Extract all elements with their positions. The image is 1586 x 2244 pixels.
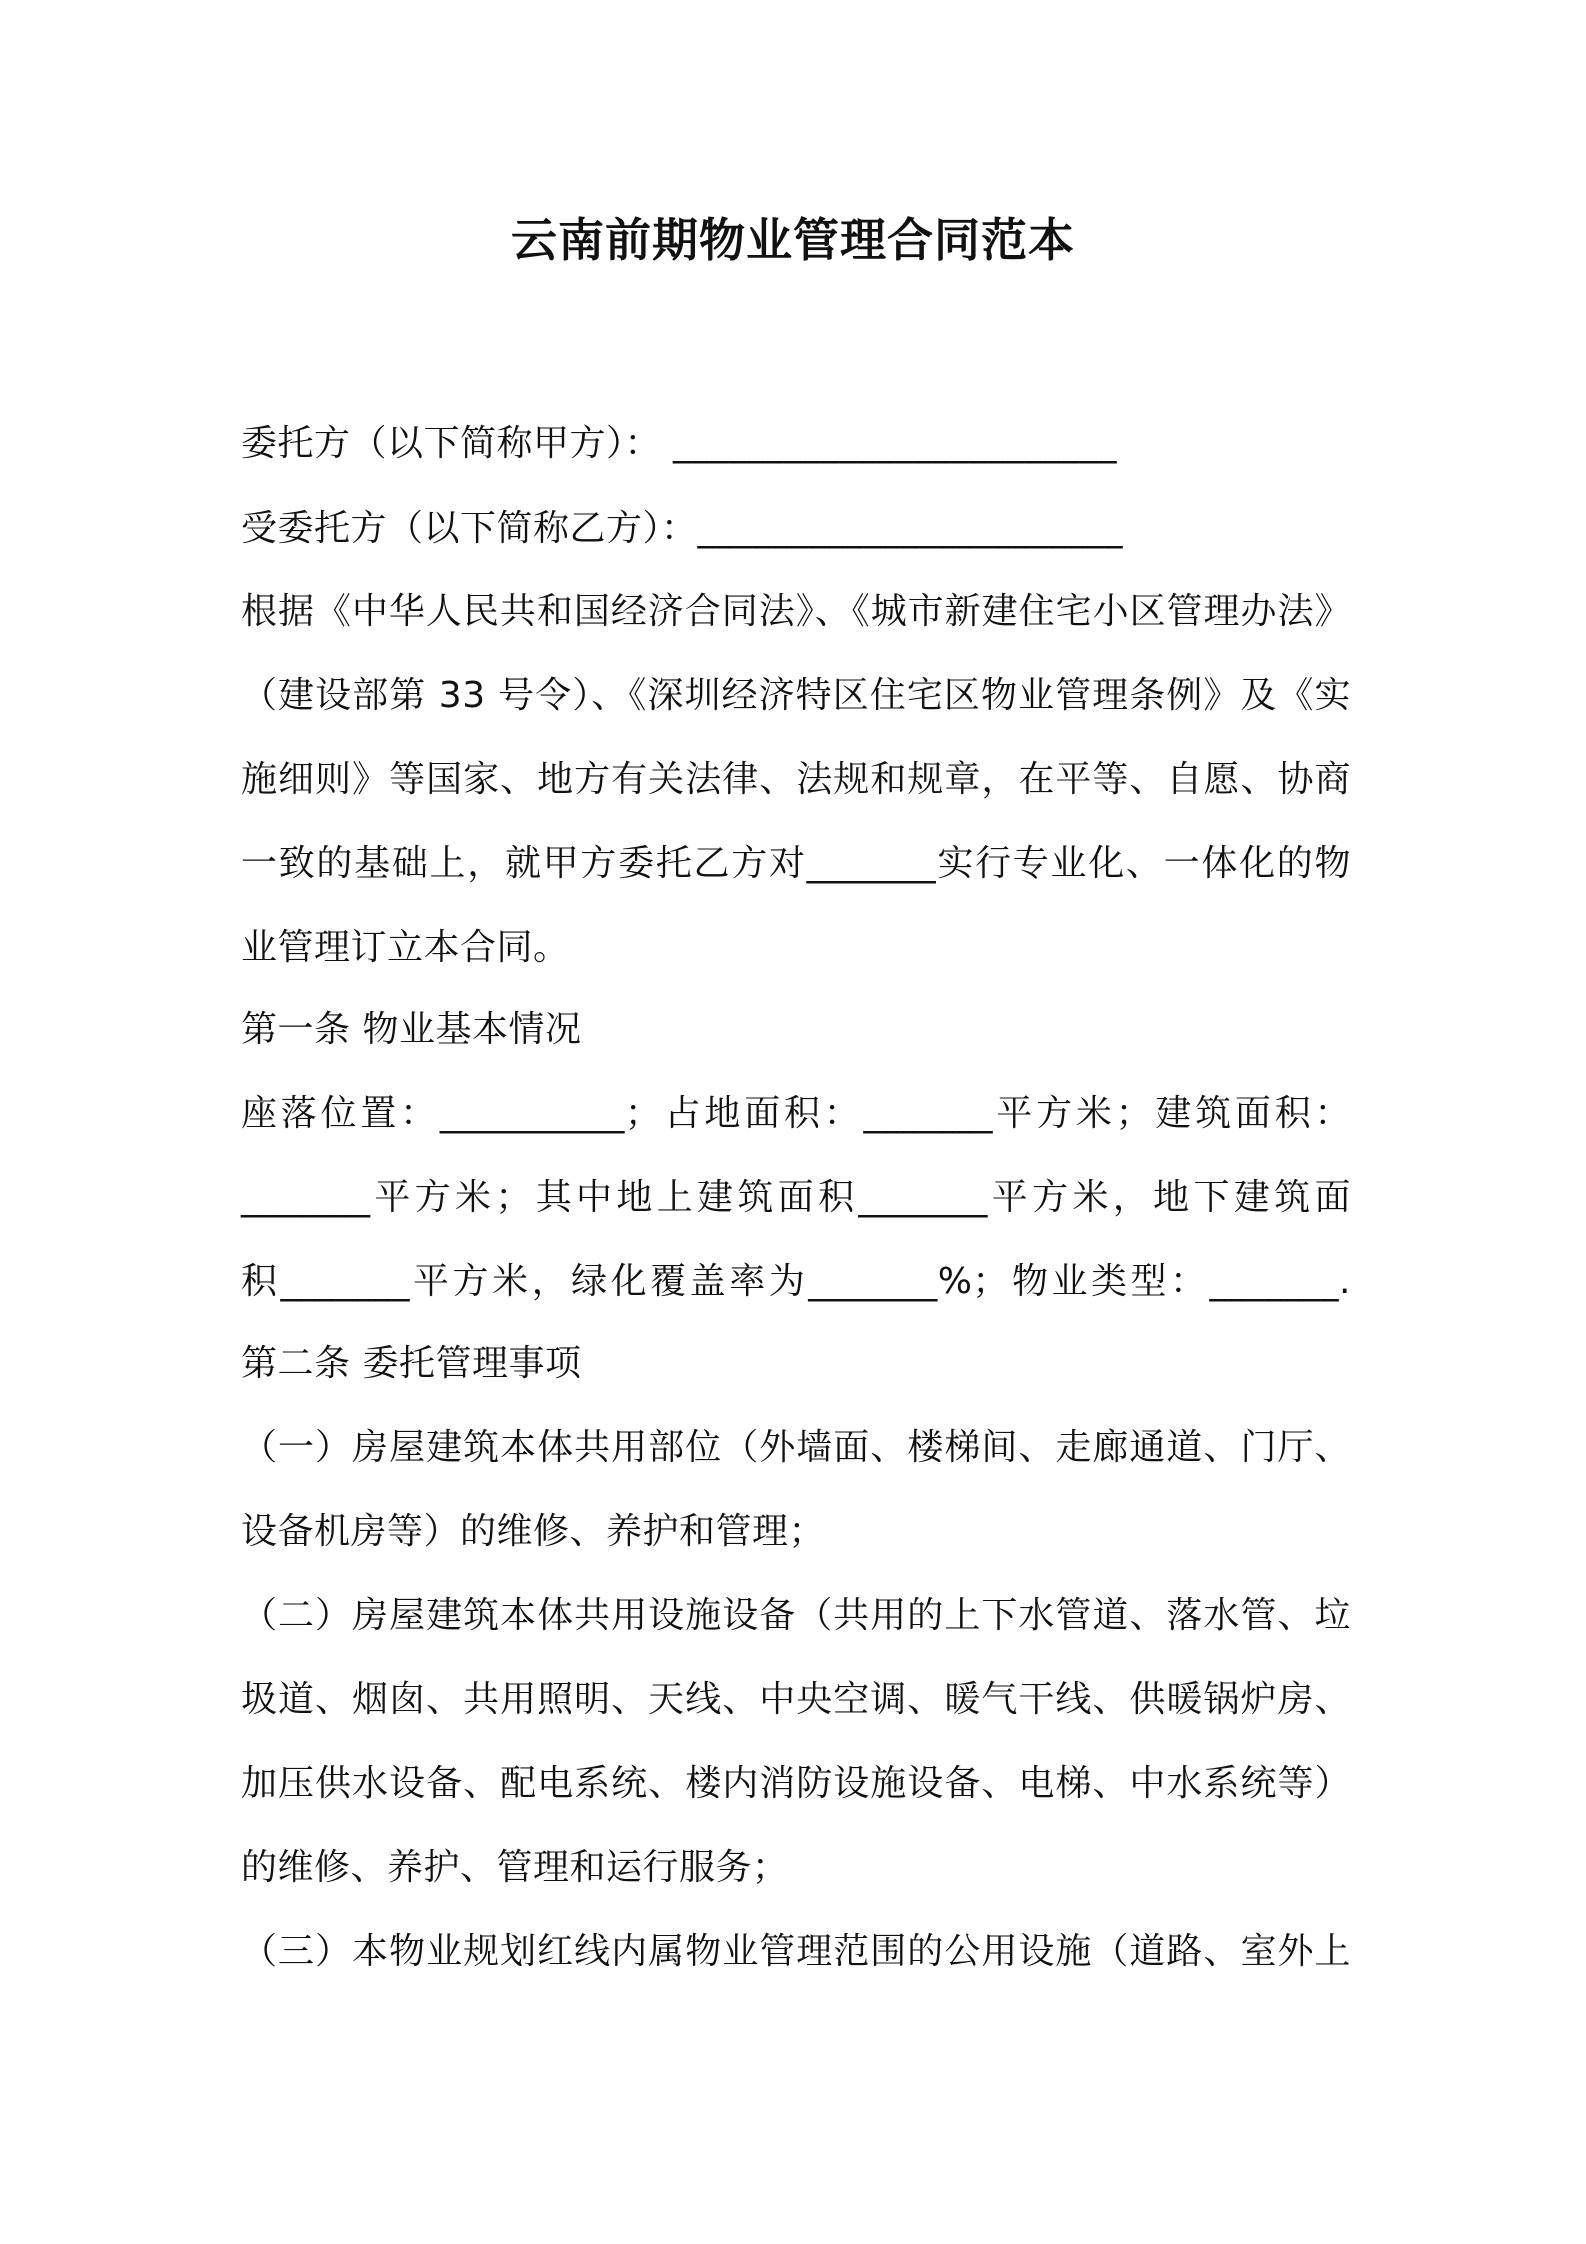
party-b-line: 受委托方（以下简称乙方）：_______________________ bbox=[241, 508, 1124, 549]
document-title: 云南前期物业管理合同范本 bbox=[511, 213, 1075, 267]
article-heading: 第二条 委托管理事项 bbox=[241, 1343, 582, 1384]
article-heading: 第一条 物业基本情况 bbox=[241, 1009, 582, 1050]
paragraph-line: 座落位置：__________；占地面积：_______平方米；建筑面积： bbox=[241, 1093, 1351, 1134]
paragraph-line: 施细则》等国家、地方有关法律、法规和规章，在平等、自愿、协商 bbox=[241, 759, 1351, 800]
paragraph-line: _______平方米；其中地上建筑面积_______平方米，地下建筑面 bbox=[241, 1177, 1351, 1218]
paragraph-line: 积_______平方米，绿化覆盖率为_______%；物业类型：_______. bbox=[241, 1261, 1351, 1302]
paragraph-line: 的维修、养护、管理和运行服务； bbox=[241, 1847, 789, 1888]
paragraph-line: （三）本物业规划红线内属物业管理范围的公用设施（道路、室外上 bbox=[241, 1931, 1351, 1972]
paragraph-line: 加压供水设备、配电系统、楼内消防设施设备、电梯、中水系统等） bbox=[241, 1763, 1351, 1804]
paragraph-line: 业管理订立本合同。 bbox=[241, 927, 570, 968]
paragraph-line: （建设部第 33 号令）、《深圳经济特区住宅区物业管理条例》及《实 bbox=[241, 675, 1351, 716]
paragraph-line: 设备机房等）的维修、养护和管理； bbox=[241, 1511, 826, 1552]
paragraph-line: （二）房屋建筑本体共用设施设备（共用的上下水管道、落水管、垃 bbox=[241, 1595, 1351, 1636]
paragraph-line: 一致的基础上，就甲方委托乙方对_______实行专业化、一体化的物 bbox=[241, 843, 1351, 884]
paragraph-line: 圾道、烟囱、共用照明、天线、中央空调、暖气干线、供暖锅炉房、 bbox=[241, 1679, 1351, 1720]
paragraph-line: （一）房屋建筑本体共用部位（外墙面、楼梯间、走廊通道、门厅、 bbox=[241, 1427, 1351, 1468]
paragraph-line: 根据《中华人民共和国经济合同法》、《城市新建住宅小区管理办法》 bbox=[241, 591, 1351, 632]
party-a-line: 委托方（以下简称甲方）： ________________________ bbox=[241, 423, 1117, 464]
